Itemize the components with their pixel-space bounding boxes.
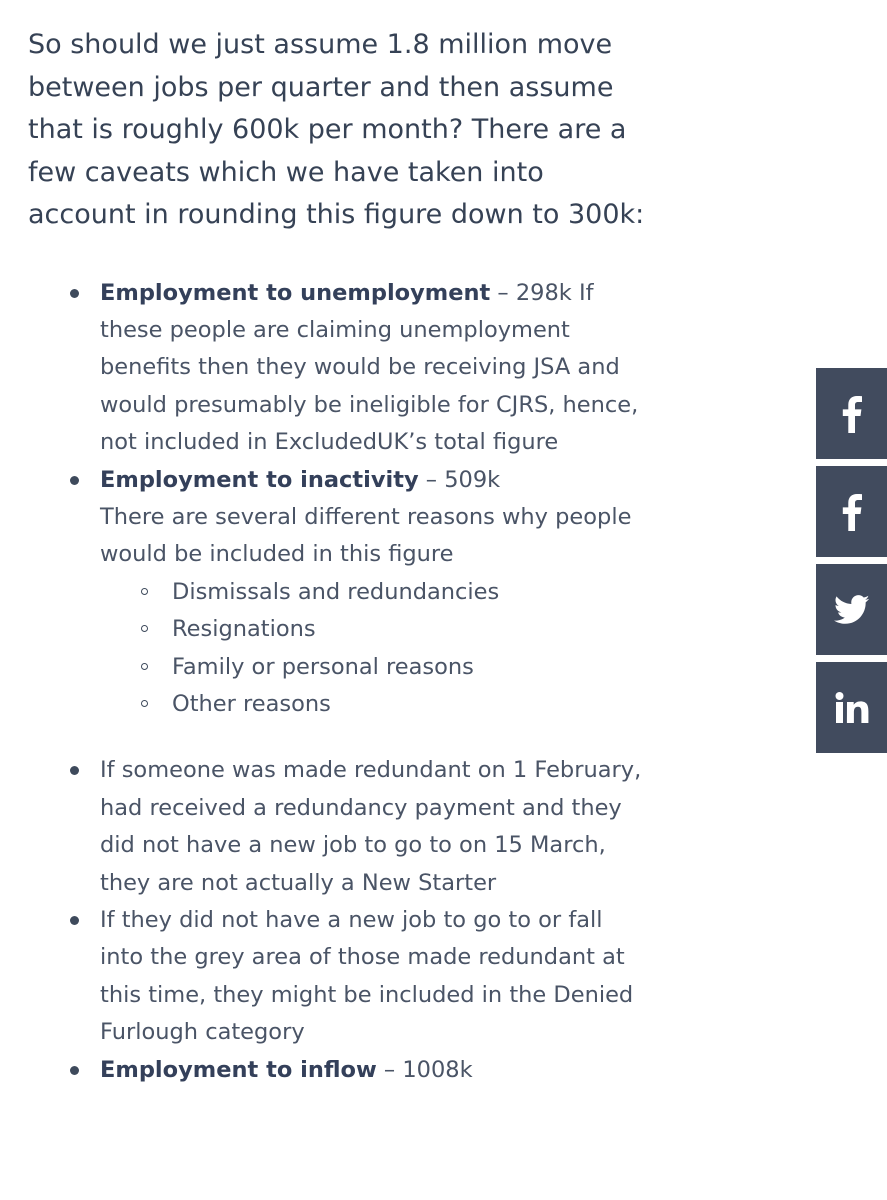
item-term: Employment to inflow [100,1056,377,1083]
facebook-share-button-secondary[interactable] [816,466,887,557]
list-item [28,275,648,462]
intro-paragraph: So should we just assume 1.8 million move between jobs per quarter and then assume that is roughly 600k per month? There are a few caveats which we have taken into account in rounding this figure down to 300k: [28,29,645,230]
list-item [28,1052,648,1089]
list-item [28,462,648,724]
reasons-sublist [100,574,648,724]
item-text: If someone was made redundant on 1 February, had received a redundancy payment and they did not have a new job to go to on 15 March, they are not actually a New Starter [100,757,642,896]
item-text: – 1008k [376,1056,473,1083]
facebook-icon [841,493,863,531]
facebook-share-button[interactable] [816,368,887,459]
caveats-list [28,275,648,1090]
linkedin-share-button[interactable] [816,662,887,753]
sub-list-item: Resignations [100,611,648,648]
item-text: – 298k If these people are claiming unemployment benefits then they would be receiving JSA and would presumably be ineligible for CJRS, hence, not included in ExcludedUK’s total figure [100,279,639,456]
list-item [28,752,648,902]
item-text: – 509k [418,466,501,493]
sub-list-item: Family or personal reasons [100,649,648,686]
item-text: If they did not have a new job to go to or fall into the grey area of those made redundant at this time, they might be included in the Denied Furlough category [100,907,634,1046]
item-term: Employment to inactivity [100,466,419,493]
item-detail: There are several different reasons why people would be included in this figure [100,503,632,568]
social-share-bar [816,368,887,760]
sub-list-item: Other reasons [100,686,648,723]
linkedin-icon [835,692,869,724]
article-body [28,0,648,1089]
list-item [28,902,648,1052]
item-term: Employment to unemployment [100,279,491,306]
facebook-icon [841,395,863,433]
sub-list-item: Dismissals and redundancies [100,574,648,611]
twitter-icon [834,595,870,625]
twitter-share-button[interactable] [816,564,887,655]
